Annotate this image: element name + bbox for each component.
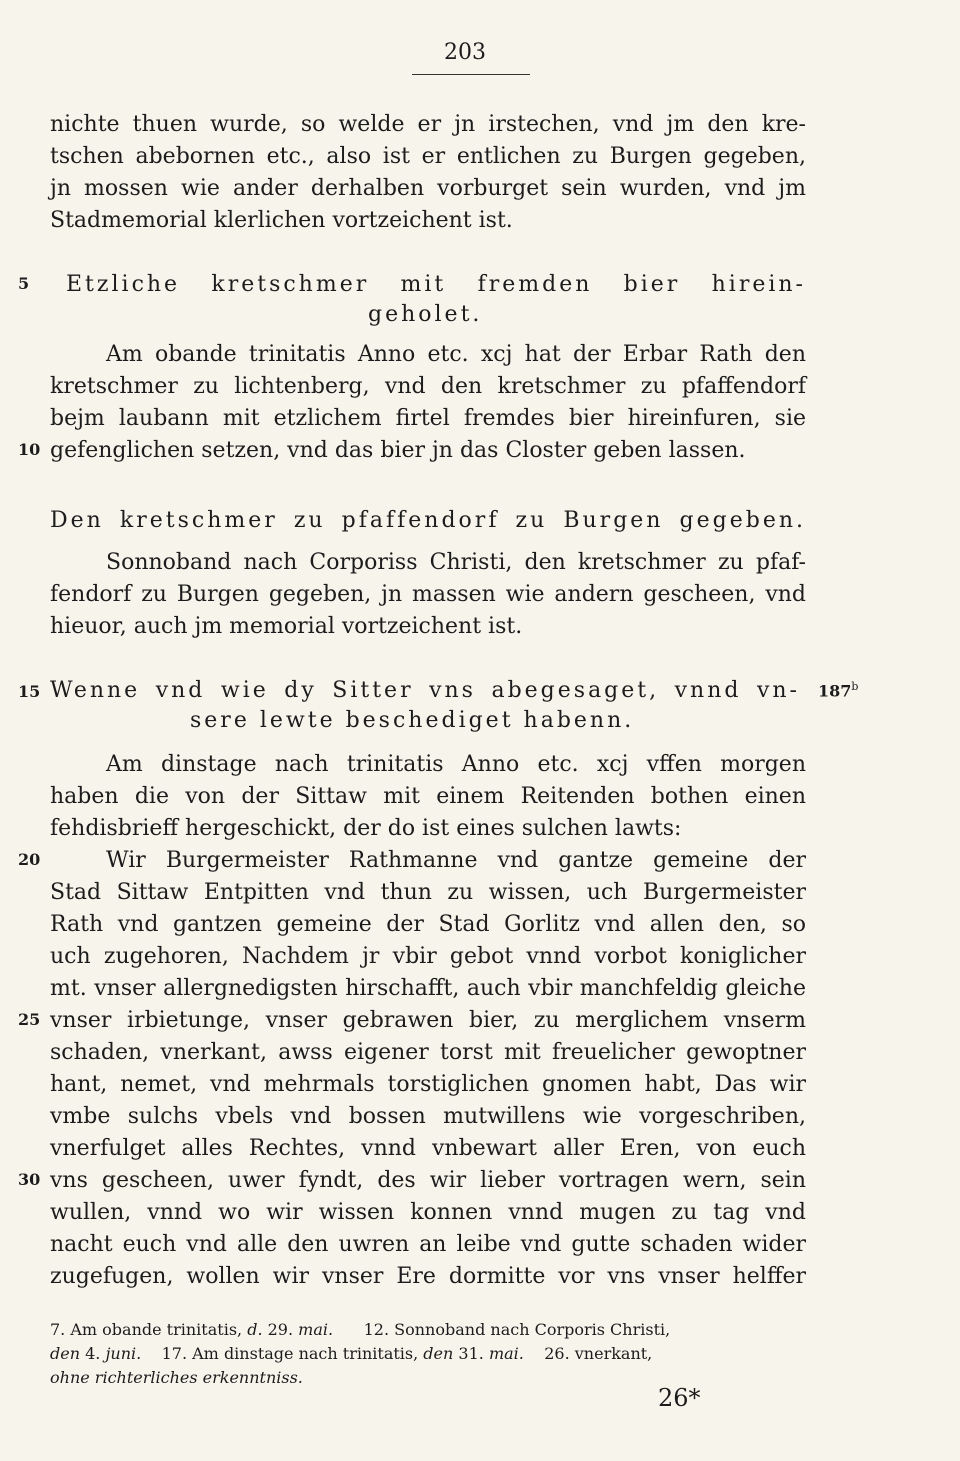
line-number: 20 [18, 850, 41, 869]
text-line: bejm laubann mit etzlichem firtel fremdes bier hireinfuren, sie [50, 406, 806, 431]
text-line: fehdisbrieff hergeschickt, der do ist eines sulchen lawts: [50, 816, 682, 841]
text-line: schaden, vnerkant, awss eigener torst mit freuelicher gewoptner [50, 1040, 806, 1065]
text-line: hieuor, auch jm memorial vortzeichent ist. [50, 614, 523, 639]
text-line: Am obande trinitatis Anno etc. xcj hat der Erbar Rath den [106, 342, 806, 367]
text-line: uch zugehoren, Nachdem jr vbir gebot vnnd vorbot koniglicher [50, 944, 806, 969]
text-line: vmbe sulchs vbels vnd bossen mutwillens wie vorgeschriben, [50, 1104, 806, 1129]
footnote-line: ohne richterliches erkenntniss. [50, 1368, 303, 1387]
text-line: zugefugen, wollen wir vnser Ere dormitte vor vns vnser helffer [50, 1264, 806, 1289]
text-line: nacht euch vnd alle den uwren an leibe vnd gutte schaden wider [50, 1232, 806, 1257]
text-line: Rath vnd gantzen gemeine der Stad Gorlitz vnd allen den, so [50, 912, 806, 937]
text-line: Wir Burgermeister Rathmanne vnd gantze gemeine der [106, 848, 806, 873]
text-line: wullen, vnnd wo wir wissen konnen vnnd mugen zu tag vnd [50, 1200, 806, 1225]
text-line: haben die von der Sittaw mit einem Reitenden bothen einen [50, 784, 806, 809]
text-line: jn mossen wie ander derhalben vorburget sein wurden, vnd jm [50, 176, 806, 201]
page-number: 203 [444, 40, 486, 65]
text-line: nichte thuen wurde, so welde er jn irstechen, vnd jm den kre- [50, 112, 806, 137]
text-line: kretschmer zu lichtenberg, vnd den kretschmer zu pfaffendorf [50, 374, 806, 399]
text-line: vnser irbietunge, vnser gebrawen bier, zu merglichem vnserm [50, 1008, 806, 1033]
text-line: vns gescheen, uwer fyndt, des wir lieber vortragen wern, sein [50, 1168, 806, 1193]
line-number: 25 [18, 1010, 41, 1029]
text-line: Am dinstage nach trinitatis Anno etc. xcj vffen morgen [106, 752, 806, 777]
text-line: Stadmemorial klerlichen vortzeichent ist. [50, 208, 513, 233]
line-number: 30 [18, 1170, 41, 1189]
margin-folio-ref: 187$^b$ [818, 680, 859, 701]
text-line: Stad Sittaw Entpitten vnd thun zu wissen, uch Burgermeister [50, 880, 806, 905]
page-number-rule [412, 74, 530, 75]
section-heading: Wenne vnd wie dy Sitter vns abegesaget, vnnd vn- [50, 678, 800, 703]
text-line: fendorf zu Burgen gegeben, jn massen wie andern gescheen, vnd [50, 582, 806, 607]
line-number: 5 [18, 274, 30, 293]
text-line: gefenglichen setzen, vnd das bier jn das Closter geben lassen. [50, 438, 746, 463]
text-line: vnerfulget alles Rechtes, vnnd vnbewart aller Eren, von euch [50, 1136, 806, 1161]
text-line: hant, nemet, vnd mehrmals torstiglichen gnomen habt, Das wir [50, 1072, 806, 1097]
section-heading: Den kretschmer zu pfaffendorf zu Burgen gegeben. [50, 508, 806, 533]
text-line: tschen abebornen etc., also ist er entlichen zu Burgen gegeben, [50, 144, 806, 169]
section-heading: Etzliche kretschmer mit fremden bier hirein- [66, 272, 806, 297]
line-number: 15 [18, 682, 41, 701]
section-heading: sere lewte beschediget habenn. [190, 708, 635, 733]
text-line: Sonnoband nach Corporiss Christi, den kretschmer zu pfaf- [106, 550, 806, 575]
footnote-line: 7. Am obande trinitatis, d. 29. mai. 12. Sonnoband nach Corporis Christi, [50, 1320, 671, 1339]
line-number: 10 [18, 440, 41, 459]
section-heading: geholet. [368, 302, 483, 327]
signature-mark: 26* [658, 1384, 701, 1412]
text-line: mt. vnser allergnedigsten hirschafft, auch vbir manchfeldig gleiche [50, 976, 806, 1001]
footnote-line: den 4. juni. 17. Am dinstage nach trinitatis, den 31. mai. 26. vnerkant, [50, 1344, 653, 1363]
